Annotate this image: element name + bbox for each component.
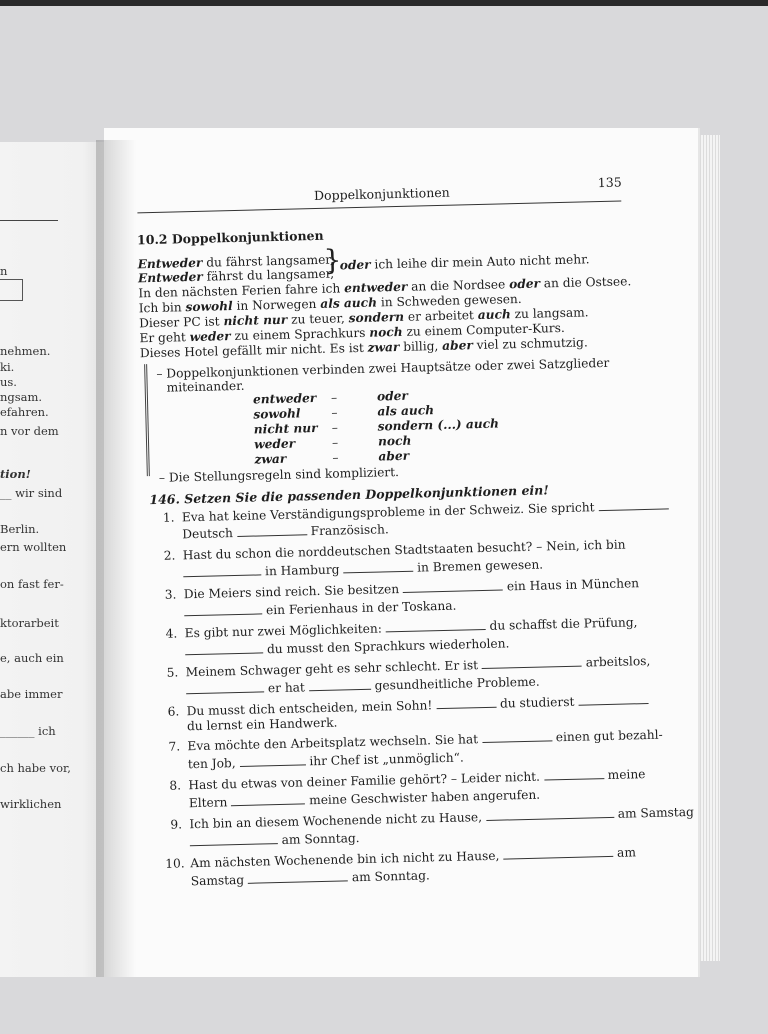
exercise-line <box>184 599 457 621</box>
conjunction-keyword: sowohl <box>185 299 233 315</box>
item-number: 9. <box>170 817 183 832</box>
left-page-text: abe immer <box>0 687 63 701</box>
conjunction-keyword: Entweder <box>137 255 203 272</box>
text-run: Dieser PC ist <box>138 314 224 331</box>
text-run: am <box>613 845 637 860</box>
answer-blank <box>486 807 614 821</box>
left-page-text: ern wollten <box>0 540 67 554</box>
answer-blank <box>436 697 496 709</box>
left-page-text: e, auch ein <box>0 651 64 665</box>
brace: } <box>323 243 342 277</box>
conjunction-keyword: oder <box>339 257 371 273</box>
conjunction-keyword: weder <box>189 329 231 345</box>
text-run: Die Meiers sind reich. Sie besitzen <box>183 581 404 602</box>
text-run: Deutsch <box>182 525 237 542</box>
text-run: arbeitslos, <box>581 653 651 670</box>
answer-blank <box>183 564 261 577</box>
text-run: an die Ostsee. <box>539 274 632 291</box>
pair-dash: – <box>331 405 338 420</box>
text-run: Du musst dich entscheiden, mein Sohn! <box>186 698 437 719</box>
answer-blank <box>598 498 668 511</box>
section-title: 10.2 Doppelkonjunktionen <box>136 227 324 248</box>
exercise-line <box>188 751 464 773</box>
conjunction-keyword: als auch <box>320 295 378 311</box>
text-run: Französisch. <box>306 522 389 539</box>
text-run: du fährst langsamer, <box>202 252 334 270</box>
text-run: gesundheitliche Probleme. <box>370 674 540 693</box>
pair-dash: – <box>332 450 339 465</box>
left-page-text: wirklichen <box>0 797 62 811</box>
text-run: er arbeitet <box>403 308 478 324</box>
left-page-text: ki. <box>0 360 15 374</box>
text-run: meine Geschwister haben angerufen. <box>305 787 541 808</box>
left-page-text: ______ ich <box>0 724 56 738</box>
pair-second: als auch <box>377 403 435 419</box>
rule-text: – Die Stellungsregeln sind kompliziert. <box>158 465 400 485</box>
header-rule <box>137 200 621 213</box>
answer-blank <box>185 642 263 655</box>
left-page-text: us. <box>0 375 17 389</box>
conjunction-keyword: aber <box>442 338 473 353</box>
answer-blank <box>403 580 503 593</box>
pair-second: aber <box>378 448 410 464</box>
text-run: Ich bin an diesem Wochenende nicht zu Hause, <box>189 809 487 832</box>
text-run: du schaffst die Prüfung, <box>485 615 638 633</box>
left-page-text: Berlin. <box>0 522 40 536</box>
conjunction-keyword: Entweder <box>137 269 203 286</box>
text-run: an die Nordsee <box>407 277 510 294</box>
page-number: 135 <box>597 174 622 191</box>
pair-second: oder <box>376 388 408 404</box>
item-number: 10. <box>165 856 185 871</box>
left-page-text: on fast fer- <box>0 577 64 591</box>
example-sentence-continuation <box>340 252 590 273</box>
answer-blank <box>482 656 582 669</box>
answer-blank <box>248 870 348 883</box>
pair-first: zwar <box>254 451 287 467</box>
text-run: Ich bin <box>138 300 186 316</box>
item-number: 3. <box>164 587 177 602</box>
answer-blank <box>309 679 371 692</box>
text-run: Am nächsten Wochenende bin ich nicht zu Hause, <box>190 848 504 871</box>
text-run: Dieses Hotel gefällt mir nicht. Es ist <box>139 340 368 361</box>
item-number: 8. <box>169 778 182 793</box>
text-run: Samstag <box>190 872 249 889</box>
answer-blank <box>482 730 552 743</box>
pair-first: weder <box>253 436 296 452</box>
pair-dash: – <box>331 420 338 435</box>
text-run: Eva hat keine Verständigungsprobleme in der Schweiz. Sie spricht <box>181 500 599 525</box>
left-page-text: n <box>0 264 8 278</box>
text-run: in Schweden gewesen. <box>376 291 522 310</box>
conjunction-keyword: noch <box>369 324 403 340</box>
exercise-line <box>188 767 645 793</box>
text-run: Es gibt nur zwei Möglichkeiten: <box>184 621 386 641</box>
answer-blank <box>186 681 264 694</box>
exercise-line <box>185 654 650 680</box>
left-page-text: ngsam. <box>0 390 43 404</box>
text-run: In den nächsten Ferien fahre ich <box>138 281 345 301</box>
answer-blank <box>503 846 613 860</box>
text-run: Eltern <box>188 795 232 811</box>
left-page-text: ktorarbeit <box>0 616 59 630</box>
conjunction-keyword: nicht nur <box>223 312 288 329</box>
pair-first: nicht nur <box>253 420 318 437</box>
text-run: zu einem Computer-Kurs. <box>402 320 565 339</box>
left-page-text: ch habe vor, <box>0 761 71 775</box>
exercise-line <box>190 845 636 871</box>
conjunction-keyword: auch <box>477 307 511 323</box>
text-run: viel zu schmutzig. <box>472 335 588 353</box>
exercise-line <box>186 693 648 719</box>
text-run: du musst den Sprachkurs wiederholen. <box>262 636 510 657</box>
answer-blank <box>184 603 262 616</box>
text-run: in Hamburg <box>261 562 344 579</box>
text-run: ihr Chef ist „unmöglich“. <box>305 750 464 769</box>
item-number: 2. <box>163 548 176 563</box>
left-page-text: n vor dem <box>0 424 59 438</box>
text-run: am Samstag <box>613 804 694 821</box>
exercise-line <box>190 831 360 850</box>
exercise-line <box>182 522 389 542</box>
text-run: zu einem Sprachkurs <box>230 325 370 344</box>
left-page-text: tion! <box>0 467 31 481</box>
text-run: billig, <box>399 338 443 354</box>
text-run: du lernst ein Handwerk. <box>186 715 338 734</box>
text-run: am Sonntag. <box>277 831 360 848</box>
answer-blank <box>386 619 486 632</box>
rule-text: miteinander. <box>166 378 245 395</box>
left-page-text: efahren. <box>0 405 49 419</box>
text-run: Hast du schon die norddeutschen Stadtstaaten besucht? – Nein, ich bin <box>182 537 626 563</box>
text-run: zu langsam. <box>510 305 589 322</box>
text-run: Hast du etwas von deiner Familie gehört? – Leider nicht. <box>188 769 545 793</box>
pair-second: sondern (...) auch <box>377 416 500 434</box>
pair-first: sowohl <box>253 406 301 422</box>
text-run: einen gut bezahl- <box>551 727 663 745</box>
pair-second: noch <box>377 433 412 449</box>
left-page-text: __ wir sind <box>0 486 63 500</box>
exercise-title: 146. Setzen Sie die passenden Doppelkonjunktionen ein! <box>149 482 549 508</box>
answer-blank <box>237 524 307 537</box>
text-run: ten Job, <box>187 755 240 772</box>
item-number: 4. <box>165 626 178 641</box>
answer-blank <box>544 768 604 780</box>
rule-text: – Doppelkonjunktionen verbinden zwei Hauptsätze oder zwei Satzglieder <box>156 355 610 381</box>
conjunction-keyword: sondern <box>348 309 405 326</box>
text-run: ein Ferienhaus in der Toskana. <box>261 598 457 618</box>
running-title: Doppelkonjunktionen <box>313 184 450 204</box>
exercise-line <box>183 538 626 564</box>
text-run: am Sonntag. <box>347 868 430 885</box>
answer-blank <box>343 561 413 574</box>
text-run: meine <box>603 767 646 783</box>
text-run: in Norwegen <box>232 296 321 314</box>
text-run: Eva möchte den Arbeitsplatz wechseln. Sie hat <box>187 732 483 754</box>
text-run: du studierst <box>495 694 579 711</box>
text-run: fährst du langsamer, <box>202 266 335 284</box>
conjunction-keyword: zwar <box>367 339 400 355</box>
rule-box-bar <box>144 364 150 476</box>
conjunction-keyword: oder <box>508 276 541 292</box>
exercise-line <box>184 576 640 602</box>
answer-blank <box>231 793 305 806</box>
text-run: in Bremen gewesen. <box>413 557 544 575</box>
answer-blank <box>578 693 648 706</box>
text-run: ich leihe dir mein Auto nicht mehr. <box>370 252 590 272</box>
conjunction-keyword: entweder <box>343 279 408 296</box>
item-number: 1. <box>162 510 175 525</box>
exercise-line <box>191 868 430 889</box>
exercise-line <box>185 615 638 641</box>
text-run: ein Haus in München <box>502 576 640 594</box>
answer-blank <box>239 754 305 767</box>
pair-first: entweder <box>252 391 317 407</box>
pair-dash: – <box>330 390 338 405</box>
left-page-text: nehmen. <box>0 344 51 358</box>
text-run: Er geht <box>139 330 190 346</box>
item-number: 7. <box>168 739 181 754</box>
exercise-line <box>187 716 338 735</box>
text-run: zu teuer, <box>287 311 349 327</box>
pair-dash: – <box>331 435 339 450</box>
item-number: 5. <box>166 665 179 680</box>
text-run: Meinem Schwager geht es sehr schlecht. Er ist <box>185 658 483 680</box>
item-number: 6. <box>167 704 180 719</box>
answer-blank <box>190 833 278 846</box>
text-run: er hat <box>263 680 309 696</box>
